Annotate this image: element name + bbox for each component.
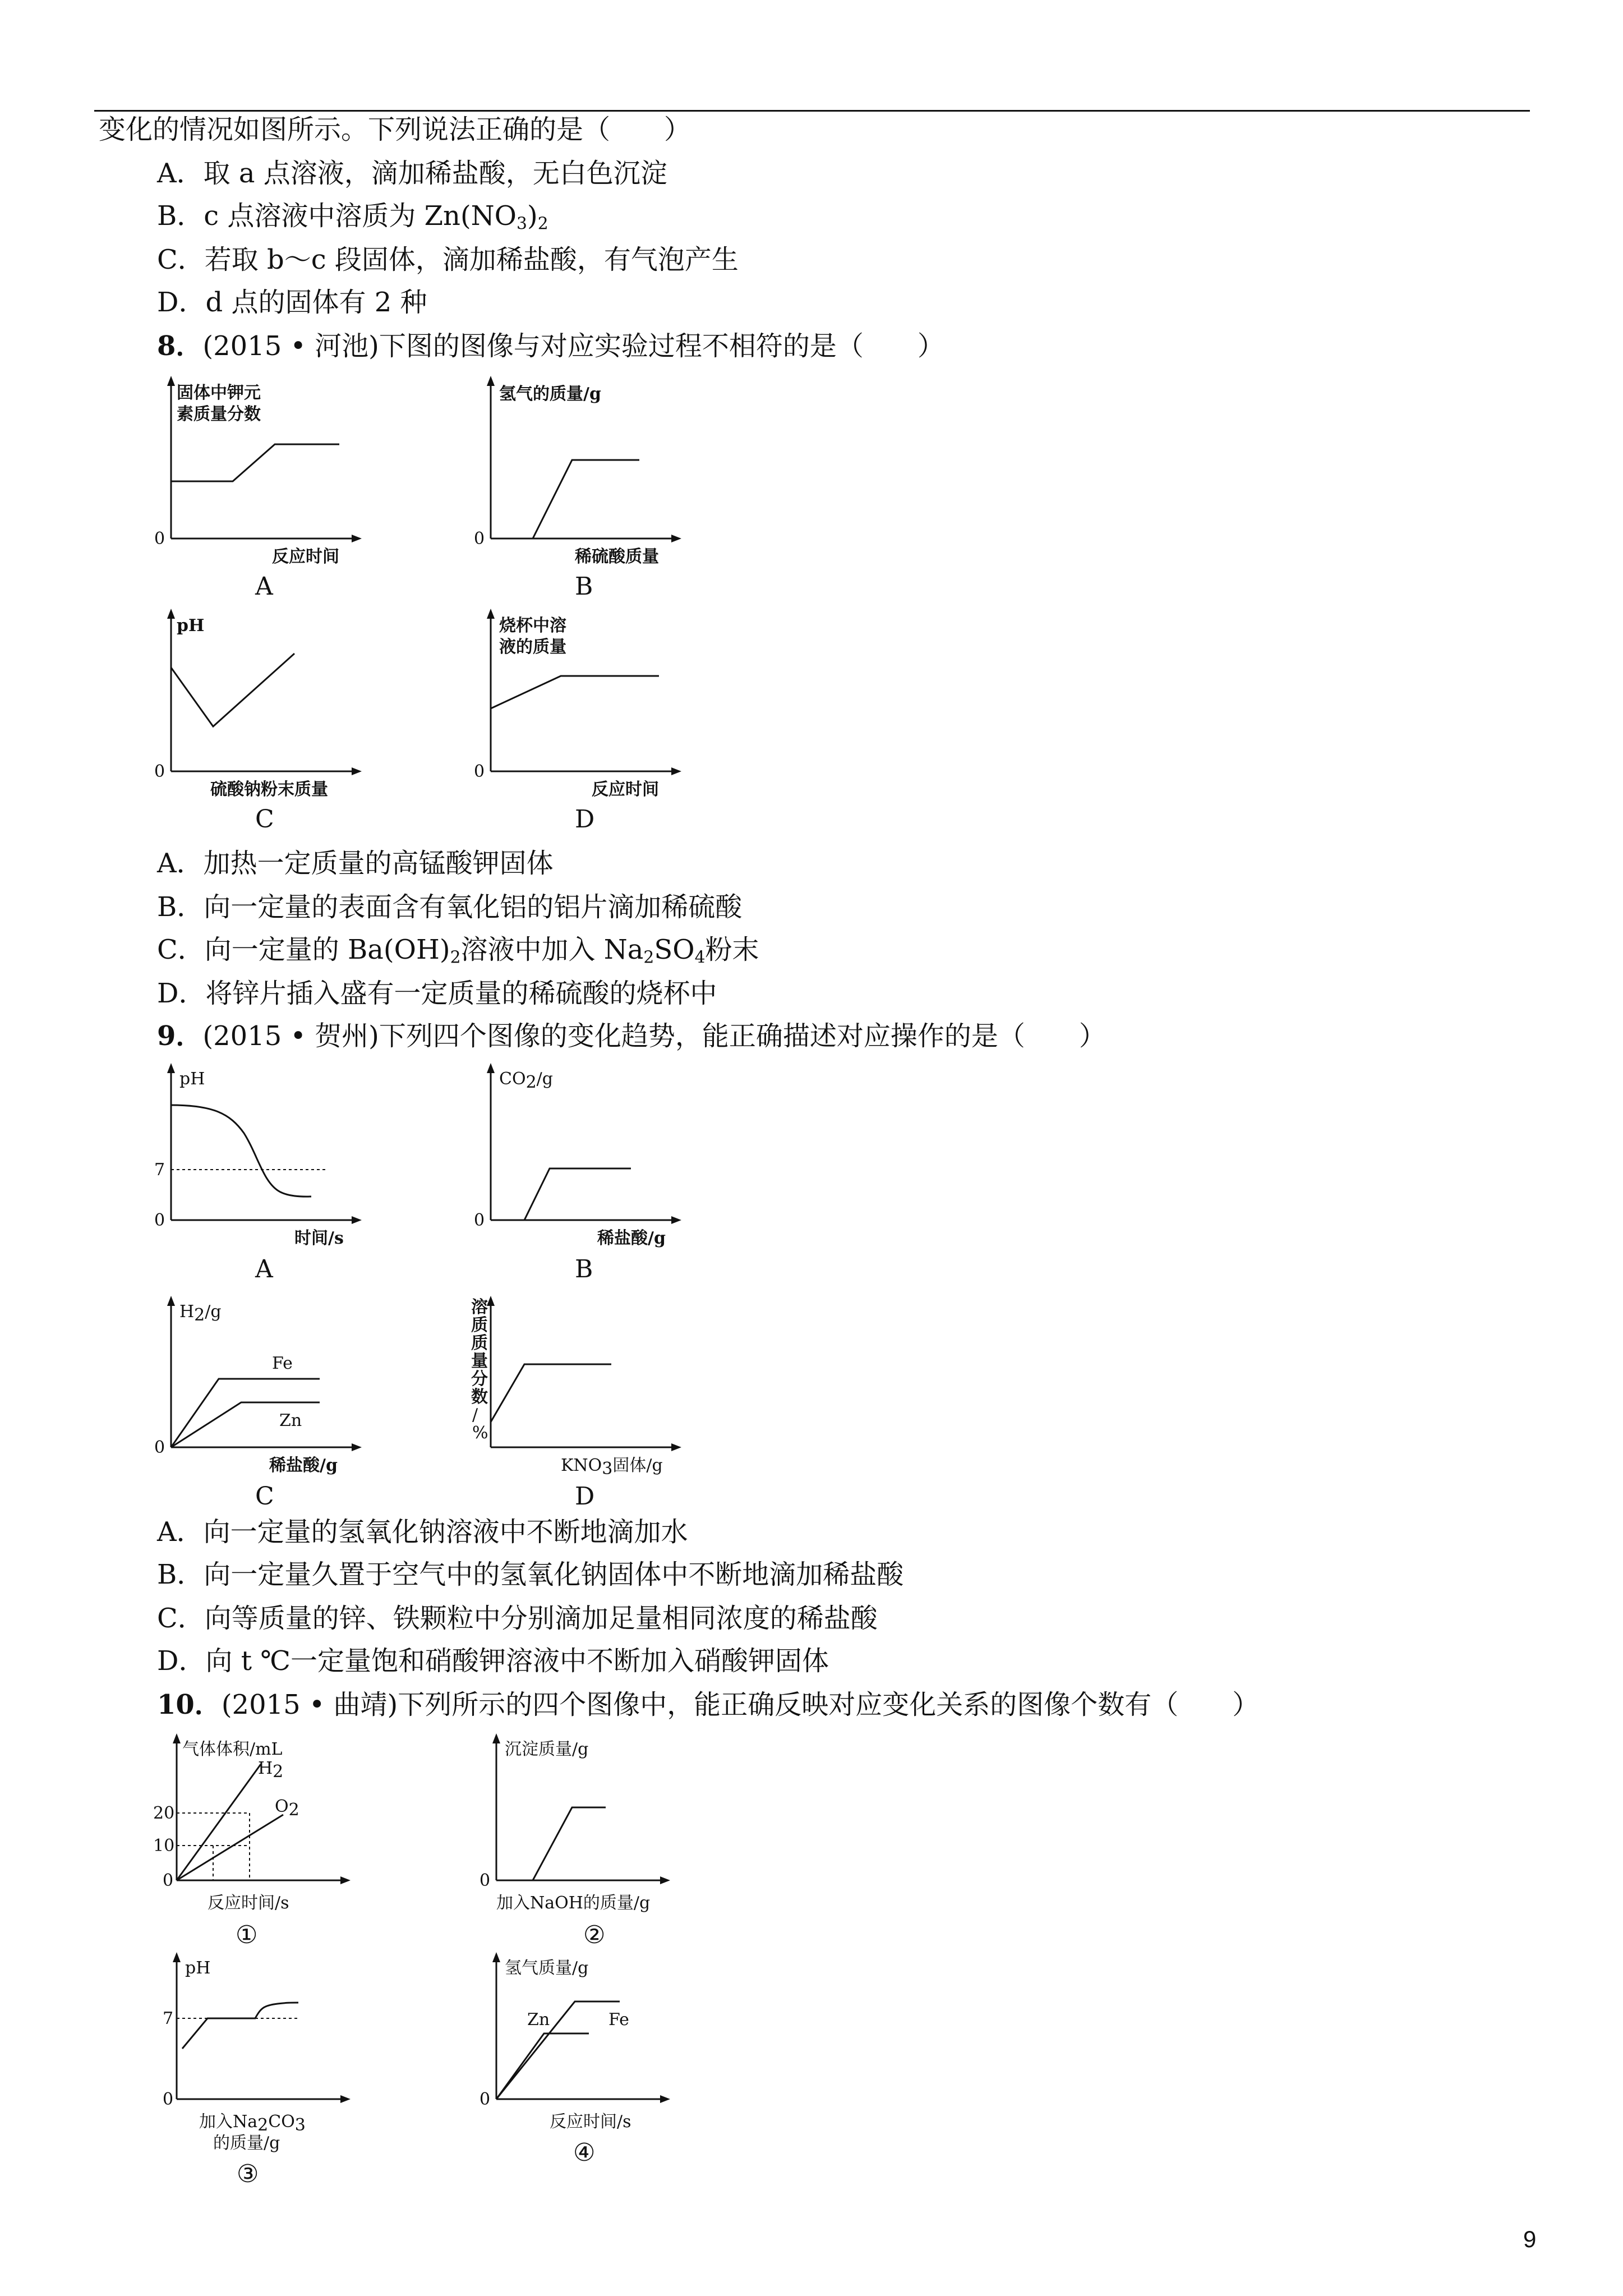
q9d-caption: D xyxy=(575,1482,595,1511)
q10-3-origin: 0 xyxy=(163,2090,174,2109)
q10-2-origin: 0 xyxy=(479,1871,491,1890)
q9c-caption: C xyxy=(255,1482,274,1511)
q9-option-a: A．向一定量的氢氧化钠溶液中不断地滴加水 xyxy=(157,1516,688,1548)
q10-chart-1 xyxy=(151,1733,398,1958)
q10-1-origin: 0 xyxy=(163,1871,174,1890)
q9b-origin: 0 xyxy=(474,1211,485,1230)
q9d-ylabel-char: 质 xyxy=(471,1315,488,1335)
q7-option-d: D．d 点的固体有 2 种 xyxy=(157,287,427,318)
q9-option-c: C．向等质量的锌、铁颗粒中分别滴加足量相同浓度的稀盐酸 xyxy=(157,1603,878,1634)
q8b-caption: B xyxy=(575,572,593,601)
q9c-origin: 0 xyxy=(154,1438,165,1457)
q9-chart-d xyxy=(460,1296,712,1531)
q7-option-a: A．取 a 点溶液，滴加稀盐酸，无白色沉淀 xyxy=(157,158,667,189)
q10-4-ylabel: 氢气质量/g xyxy=(505,1958,589,1978)
q8a-caption: A xyxy=(255,572,273,601)
q7-stem: 变化的情况如图所示。下列说法正确的是（ ） xyxy=(99,114,691,145)
q8-chart-a xyxy=(140,376,393,611)
q9-chart-a xyxy=(140,1063,393,1299)
q10-2-ylabel: 沉淀质量/g xyxy=(505,1740,589,1759)
q9c-fe-label: Fe xyxy=(272,1354,293,1373)
q8d-caption: D xyxy=(575,805,595,834)
q9d-ylabel-char: 质 xyxy=(471,1333,488,1353)
q7-option-c: C．若取 b～c 段固体，滴加稀盐酸，有气泡产生 xyxy=(157,244,739,275)
q8b-origin: 0 xyxy=(474,529,485,549)
q9c-ylabel: H2/g xyxy=(179,1302,222,1325)
q8-chart-c xyxy=(140,609,393,844)
q10-3-xlabel2: 的质量/g xyxy=(213,2133,280,2153)
q8a-ylabel1: 固体中钾元 xyxy=(177,383,261,403)
q9-option-d: D．向 t ℃一定量饱和硝酸钾溶液中不断加入硝酸钾固体 xyxy=(157,1645,829,1677)
q8d-xlabel: 反应时间 xyxy=(592,780,659,799)
q10-2-curve xyxy=(496,1807,606,1880)
q10-1-h2-line xyxy=(177,1764,261,1880)
q10-2-caption: ② xyxy=(583,1921,606,1949)
q8c-curve xyxy=(171,654,294,726)
q8d-origin: 0 xyxy=(474,762,485,781)
q10-1-tick-10: 10 xyxy=(153,1836,175,1856)
q9d-ylabel-char: / xyxy=(472,1405,478,1425)
q9d-ylabel-char: 溶 xyxy=(471,1297,488,1317)
q10-3-xlabel1: 加入Na2CO3 xyxy=(199,2112,306,2135)
q10-1-o2-label: O2 xyxy=(275,1797,299,1820)
q10-chart-3 xyxy=(151,1952,398,2199)
q10-1-h2-label: H2 xyxy=(258,1759,284,1782)
q8b-xlabel: 稀硫酸质量 xyxy=(575,547,659,567)
q9d-ylabel-char: 数 xyxy=(471,1387,488,1407)
q10-4-origin: 0 xyxy=(479,2090,491,2109)
top-rule xyxy=(94,110,1530,112)
q8a-origin: 0 xyxy=(154,529,165,549)
q7-option-b: B．c 点溶液中溶质为 $Zn(NO_3)_2$ xyxy=(157,200,548,234)
q9-chart-c xyxy=(140,1296,393,1531)
q8d-ylabel1: 烧杯中溶 xyxy=(499,616,566,636)
q8b-curve xyxy=(491,460,639,539)
q8b-ylabel: 氢气的质量/g xyxy=(499,384,601,404)
q9a-origin: 0 xyxy=(154,1211,165,1230)
q9d-ylabel-char: % xyxy=(472,1423,488,1443)
q8-chart-b xyxy=(460,376,712,611)
q8c-ylabel: pH xyxy=(177,616,205,636)
q8-option-b: B．向一定量的表面含有氧化铝的铝片滴加稀硫酸 xyxy=(157,891,743,923)
q8-option-a: A．加热一定质量的高锰酸钾固体 xyxy=(157,848,554,879)
q10-3-ylabel: pH xyxy=(185,1958,211,1978)
q9-stem: 9．(2015 • 贺州)下列四个图像的变化趋势，能正确描述对应操作的是（ ） xyxy=(157,1020,1106,1052)
q9d-xlabel: KNO3固体/g xyxy=(561,1456,663,1479)
q9-chart-b xyxy=(460,1063,712,1299)
q10-3-tick7: 7 xyxy=(163,2009,174,2028)
q10-1-xlabel: 反应时间/s xyxy=(208,1893,289,1913)
q8a-xlabel: 反应时间 xyxy=(272,547,339,567)
q8d-ylabel2: 液的质量 xyxy=(499,637,566,657)
q10-4-caption: ④ xyxy=(573,2138,596,2167)
q9a-caption: A xyxy=(255,1255,273,1283)
q9d-ylabel-char: 分 xyxy=(471,1369,488,1389)
q10-1-caption: ① xyxy=(236,1921,258,1949)
q9a-ylabel: pH xyxy=(179,1069,205,1089)
q8a-curve xyxy=(171,444,339,481)
q10-4-fe-label: Fe xyxy=(608,2010,629,2030)
q8a-ylabel2: 素质量分数 xyxy=(177,404,261,424)
q10-2-xlabel: 加入NaOH的质量/g xyxy=(496,1893,651,1913)
q10-3-caption: ③ xyxy=(237,2160,259,2188)
q8-chart-d xyxy=(460,609,712,844)
q9-option-b: B．向一定量久置于空气中的氢氧化钠固体中不断地滴加稀盐酸 xyxy=(157,1559,904,1590)
q9a-xlabel: 时间/s xyxy=(294,1228,344,1248)
q8c-xlabel: 硫酸钠粉末质量 xyxy=(210,780,328,799)
q9a-tick7: 7 xyxy=(154,1160,165,1180)
q8-stem: 8．(2015 • 河池)下图的图像与对应实验过程不相符的是（ ） xyxy=(157,330,944,362)
q8c-caption: C xyxy=(255,805,274,834)
q9b-curve xyxy=(491,1168,631,1220)
q10-4-zn-line xyxy=(496,2033,589,2099)
q10-1-o2-line xyxy=(177,1815,283,1880)
q10-chart-4 xyxy=(465,1952,712,2199)
q9a-curve xyxy=(171,1105,311,1197)
q9b-caption: B xyxy=(575,1255,593,1283)
q10-stem: 10．(2015 • 曲靖)下列所示的四个图像中，能正确反映对应变化关系的图像个数有（ ） xyxy=(157,1689,1260,1720)
q9c-zn-label: Zn xyxy=(279,1411,302,1430)
q9b-xlabel: 稀盐酸/g xyxy=(597,1228,666,1248)
q10-4-fe-line xyxy=(496,2001,620,2099)
q10-4-zn-label: Zn xyxy=(527,2010,550,2030)
q9d-ylabel-char: 量 xyxy=(471,1351,488,1371)
q8-option-c: C．向一定量的 $Ba(OH)_2$溶液中加入 $Na_2SO_4$粉末 xyxy=(157,934,759,968)
q10-3-curve xyxy=(182,2003,298,2049)
q9d-curve xyxy=(491,1364,611,1422)
q10-1-ylabel: 气体体积/mL xyxy=(182,1740,283,1759)
page-number: 9 xyxy=(1523,2226,1537,2252)
q8-option-d: D．将锌片插入盛有一定质量的稀硫酸的烧杯中 xyxy=(157,978,717,1009)
q10-4-xlabel: 反应时间/s xyxy=(550,2112,631,2132)
q8c-origin: 0 xyxy=(154,762,165,781)
q8d-curve xyxy=(491,676,659,708)
q9c-xlabel: 稀盐酸/g xyxy=(269,1456,338,1475)
q10-chart-2 xyxy=(465,1733,712,1958)
q9b-ylabel: CO2/g xyxy=(499,1069,553,1092)
q10-1-tick-20: 20 xyxy=(153,1803,175,1823)
